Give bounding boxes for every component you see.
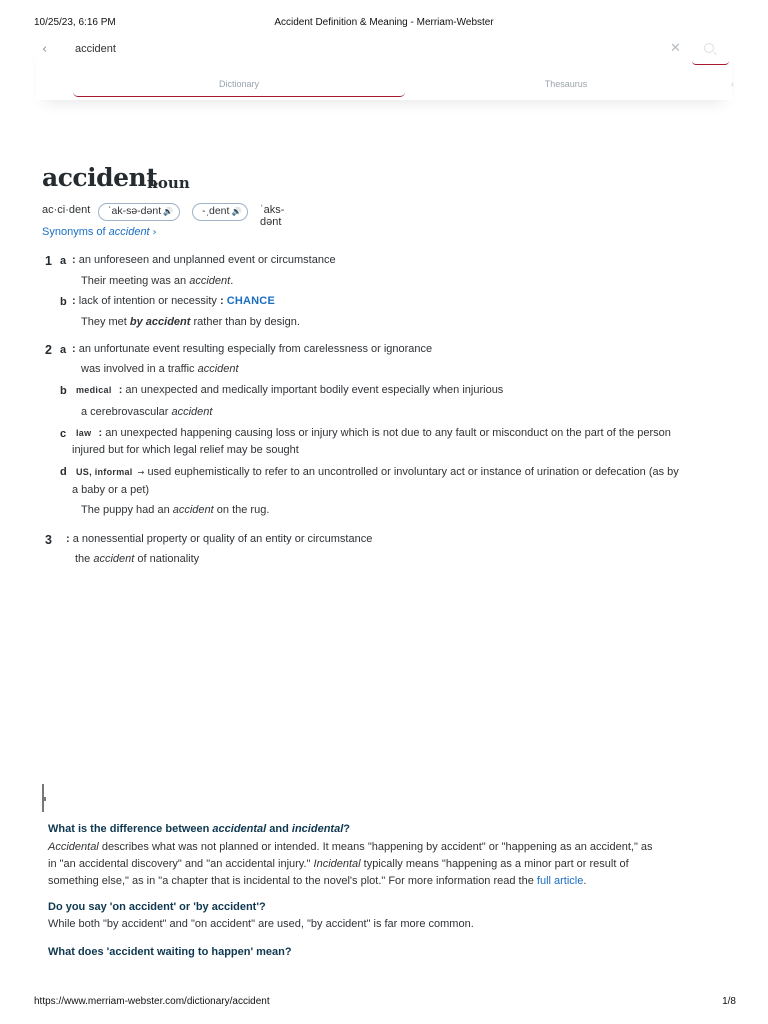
example-keyword: accident	[197, 363, 239, 375]
example-text: the	[75, 553, 94, 565]
definition-text: an unexpected happening causing loss or injury which is not due to any fault or misconduct on the part of the person	[105, 427, 671, 439]
print-page-title: Accident Definition & Meaning - Merriam-Webster	[274, 17, 494, 28]
print-header	[0, 17, 768, 29]
example-text: They met	[81, 316, 130, 328]
definition-text: an unforeseen and unplanned event or circumstance	[78, 254, 336, 266]
usage-label: medical	[76, 385, 112, 395]
headword: accident	[42, 163, 158, 192]
usage-label: law	[76, 428, 92, 438]
faq-answer-2: While both "by accident" and "on accident" are used, "by accident" is far more common.	[48, 918, 474, 930]
print-datetime: 10/25/23, 6:16 PM	[34, 17, 116, 28]
full-article-link[interactable]: full article	[536, 875, 584, 887]
faq-question-2: Do you say 'on accident' or 'by accident'?	[48, 901, 266, 913]
faq-answer-term: Accidental	[48, 841, 99, 853]
tab-dictionary[interactable]: Dictionary	[73, 79, 405, 97]
definition-text: a baby or a pet)	[72, 484, 150, 496]
definition-3	[66, 531, 372, 548]
example-keyword: by accident	[129, 316, 191, 328]
pronunciation-text: ˈak-sə-dənt	[108, 205, 162, 217]
definition-2b	[76, 382, 503, 399]
example-keyword: accident	[171, 406, 213, 418]
syllables: ac·ci·dent	[42, 204, 91, 216]
example-1a	[81, 275, 233, 287]
definition-2c	[76, 425, 671, 442]
sense-number-1: 1	[45, 254, 52, 268]
example-text: a cerebrovascular	[81, 406, 172, 418]
example-1b	[81, 316, 300, 328]
usage-label: US, informal	[76, 467, 133, 477]
definition-colon: :	[66, 533, 70, 545]
definition-text: used euphemistically to refer to an uncontrolled or involuntary act or instance of urination or defecation (as by	[147, 466, 679, 478]
pronunciation-button-2[interactable]	[192, 203, 248, 221]
faq-question-1	[48, 823, 350, 835]
example-text: Their meeting was an	[81, 275, 190, 287]
cross-reference-link[interactable]: CHANCE	[226, 295, 275, 307]
definition-2d-continued	[72, 482, 149, 499]
definition-text: a nonessential property or quality of an entity or circumstance	[72, 533, 373, 545]
print-page-number: 1/8	[722, 996, 736, 1007]
example-keyword: accident	[189, 275, 231, 287]
clear-search-icon[interactable]: ✕	[670, 41, 681, 56]
definition-colon: :	[98, 427, 103, 439]
synonyms-link-word: accident	[108, 226, 150, 238]
faq-answer-text: .	[583, 875, 587, 887]
sense-letter-1b: b	[60, 296, 67, 308]
faq-question-term: incidental	[291, 823, 344, 835]
pronunciation-button-1[interactable]	[98, 203, 180, 221]
example-text: of nationality	[134, 553, 200, 565]
synonyms-link-prefix: Synonyms of	[42, 226, 109, 238]
definition-text: an unexpected and medically important bodily event especially when injurious	[125, 384, 504, 396]
faq-answer-text: typically means "happening as a minor part or result of	[360, 858, 629, 870]
sense-number-2: 2	[45, 343, 52, 357]
definition-colon: :	[118, 384, 123, 396]
sense-letter-2c: c	[60, 428, 67, 440]
sense-letter-2a: a	[60, 344, 67, 356]
example-keyword: accident	[93, 553, 135, 565]
print-url: https://www.merriam-webster.com/dictionary/accident	[34, 996, 270, 1007]
pronunciation-alt: ˈaks-dənt	[260, 204, 285, 228]
faq-question-text: ?	[343, 823, 350, 835]
search-button[interactable]	[692, 38, 729, 65]
example-2b	[81, 406, 212, 418]
text-cursor-icon	[42, 784, 44, 812]
search-input[interactable]: accident	[75, 43, 116, 55]
search-icon	[704, 43, 714, 53]
definition-text: lack of intention or necessity	[78, 295, 217, 307]
definition-colon: :	[219, 295, 224, 307]
faq-question-term: accidental	[212, 823, 267, 835]
definition-colon: :	[72, 295, 76, 307]
sense-letter-2b: b	[60, 385, 67, 397]
arrow-right-icon: →	[137, 468, 145, 477]
search-panel	[36, 36, 732, 100]
speaker-icon: 🔊	[231, 207, 242, 216]
sense-letter-1a: a	[60, 255, 67, 267]
faq-question-text: What is the difference between	[48, 823, 213, 835]
sense-number-3: 3	[45, 533, 52, 547]
tabs-more-chevron-icon[interactable]: ‹	[731, 79, 734, 89]
example-2d	[81, 504, 269, 516]
definition-1b	[72, 293, 275, 310]
faq-answer-text: in "an accidental discovery" and "an accidental injury."	[48, 858, 314, 870]
sense-letter-2d: d	[60, 466, 67, 478]
pronunciation-text: -ˌdent	[202, 205, 230, 217]
definition-text: an unfortunate event resulting especially from carelessness or ignorance	[78, 343, 433, 355]
chevron-right-icon: ›	[152, 227, 157, 238]
faq-question-text: and	[266, 823, 292, 835]
example-3	[75, 553, 199, 565]
example-text: The puppy had an	[81, 504, 173, 516]
example-keyword: accident	[172, 504, 214, 516]
definition-2c-continued	[72, 442, 299, 459]
print-footer	[0, 996, 768, 1008]
faq-answer-term: Incidental	[313, 858, 361, 870]
synonyms-link[interactable]	[42, 226, 157, 238]
example-text: .	[230, 275, 234, 287]
definition-2d	[76, 464, 679, 481]
part-of-speech[interactable]: noun	[147, 174, 190, 192]
definition-1a	[72, 252, 336, 269]
faq-answer-text: describes what was not planned or intended. It means "happening by accident" or "happening as an accident," as	[98, 841, 653, 853]
definition-colon: :	[72, 343, 76, 355]
example-2a	[81, 363, 239, 375]
example-text: rather than by design.	[190, 316, 300, 328]
definition-colon: :	[72, 254, 76, 266]
definition-text: injured but for which legal relief may be sought	[72, 444, 299, 456]
back-chevron-icon[interactable]: ‹	[42, 42, 48, 57]
faq-answer-text: something else," as in "a chapter that is incidental to the novel's plot." For more information read the	[48, 875, 537, 887]
tab-thesaurus[interactable]: Thesaurus	[544, 79, 588, 89]
faq-question-3[interactable]: What does 'accident waiting to happen' mean?	[48, 946, 292, 958]
definition-2a	[72, 341, 432, 358]
example-text: was involved in a traffic	[81, 363, 198, 375]
faq-answer-1	[48, 839, 720, 890]
speaker-icon: 🔊	[163, 207, 174, 216]
example-text: on the rug.	[213, 504, 270, 516]
